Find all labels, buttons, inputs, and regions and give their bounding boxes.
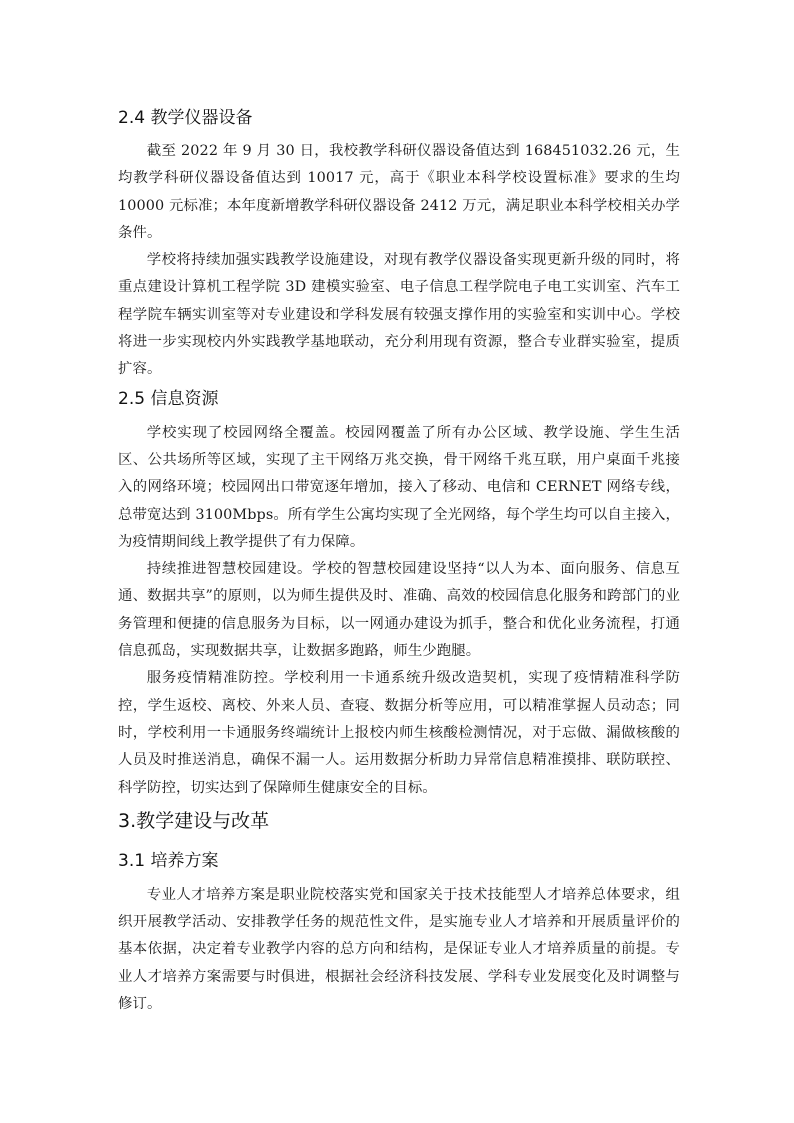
paragraph: 学校将持续加强实践教学设施建设，对现有教学仪器设备实现更新升级的同时，将重点建设计算机工程学院 3D 建模实验室、电子信息工程学院电子电工实训室、汽车工程学院车辆实训室等对专业建设和学科发展有较强支撑作用的实验室和实训中心。学校将进一步实现校内外实践教学基地联动，充分利用现有资源，整合专业群实验室，提质扩容。 <box>118 252 680 378</box>
section-heading-2-4: 2.4 教学仪器设备 <box>118 108 253 128</box>
paragraph: 持续推进智慧校园建设。学校的智慧校园建设坚持“以人为本、面向服务、信息互通、数据共享”的原则，以为师生提供及时、准确、高效的校园信息化服务和跨部门的业务管理和便捷的信息服务为目标，以一网通办建设为抓手，整合和优化业务流程，打通信息孤岛，实现数据共享，让数据多跑路，师生少跑腿。 <box>118 561 680 660</box>
document-page <box>118 96 680 1018</box>
paragraph: 服务疫情精准防控。学校利用一卡通系统升级改造契机，实现了疫情精准科学防控，学生返校、离校、外来人员、查寝、数据分析等应用，可以精准掌握人员动态；同时，学校利用一卡通服务终端统计上报校内师生核酸检测情况，对于忘做、漏做核酸的人员及时推送消息，确保不漏一人。运用数据分析助力异常信息精准摸排、联防联控、科学防控，切实达到了保障师生健康安全的目标。 <box>118 670 680 796</box>
paragraph: 截至 2022 年 9 月 30 日，我校教学科研仪器设备值达到 168451032.26 元，生均教学科研仪器设备值达到 10017 元，高于《职业本科学校设置标准》要求的生均 10000 元标准；本年度新增教学科研仪器设备 2412 万元，满足职业本科学校相关办学条件。 <box>118 143 680 241</box>
section-heading-2-5: 2.5 信息资源 <box>118 388 219 409</box>
paragraph: 专业人才培养方案是职业院校落实党和国家关于技术技能型人才培养总体要求，组织开展教学活动、安排教学任务的规范性文件，是实施专业人才培养和开展质量评价的基本依据，决定着专业教学内容的总方向和结构，是保证专业人才培养质量的前提。专业人才培养方案需要与时俱进，根据社会经济科技发展、学科专业发展变化及时调整与修订。 <box>118 886 680 1013</box>
chapter-heading-3: 3.教学建设与改革 <box>118 809 270 832</box>
section-heading-3-1: 3.1 培养方案 <box>118 850 219 871</box>
paragraph: 学校实现了校园网络全覆盖。校园网覆盖了所有办公区域、教学设施、学生生活区、公共场所等区域，实现了主干网络万兆交换，骨干网络千兆互联，用户桌面千兆接入的网络环境；校园网出口带宽逐年增加，接入了移动、电信和 CERNET 网络专线，总带宽达到 3100Mbps。所有学生公寓均实现了全光网络，每个学生均可以自主接入，为疫情期间线上教学提供了有力保障。 <box>118 424 680 550</box>
